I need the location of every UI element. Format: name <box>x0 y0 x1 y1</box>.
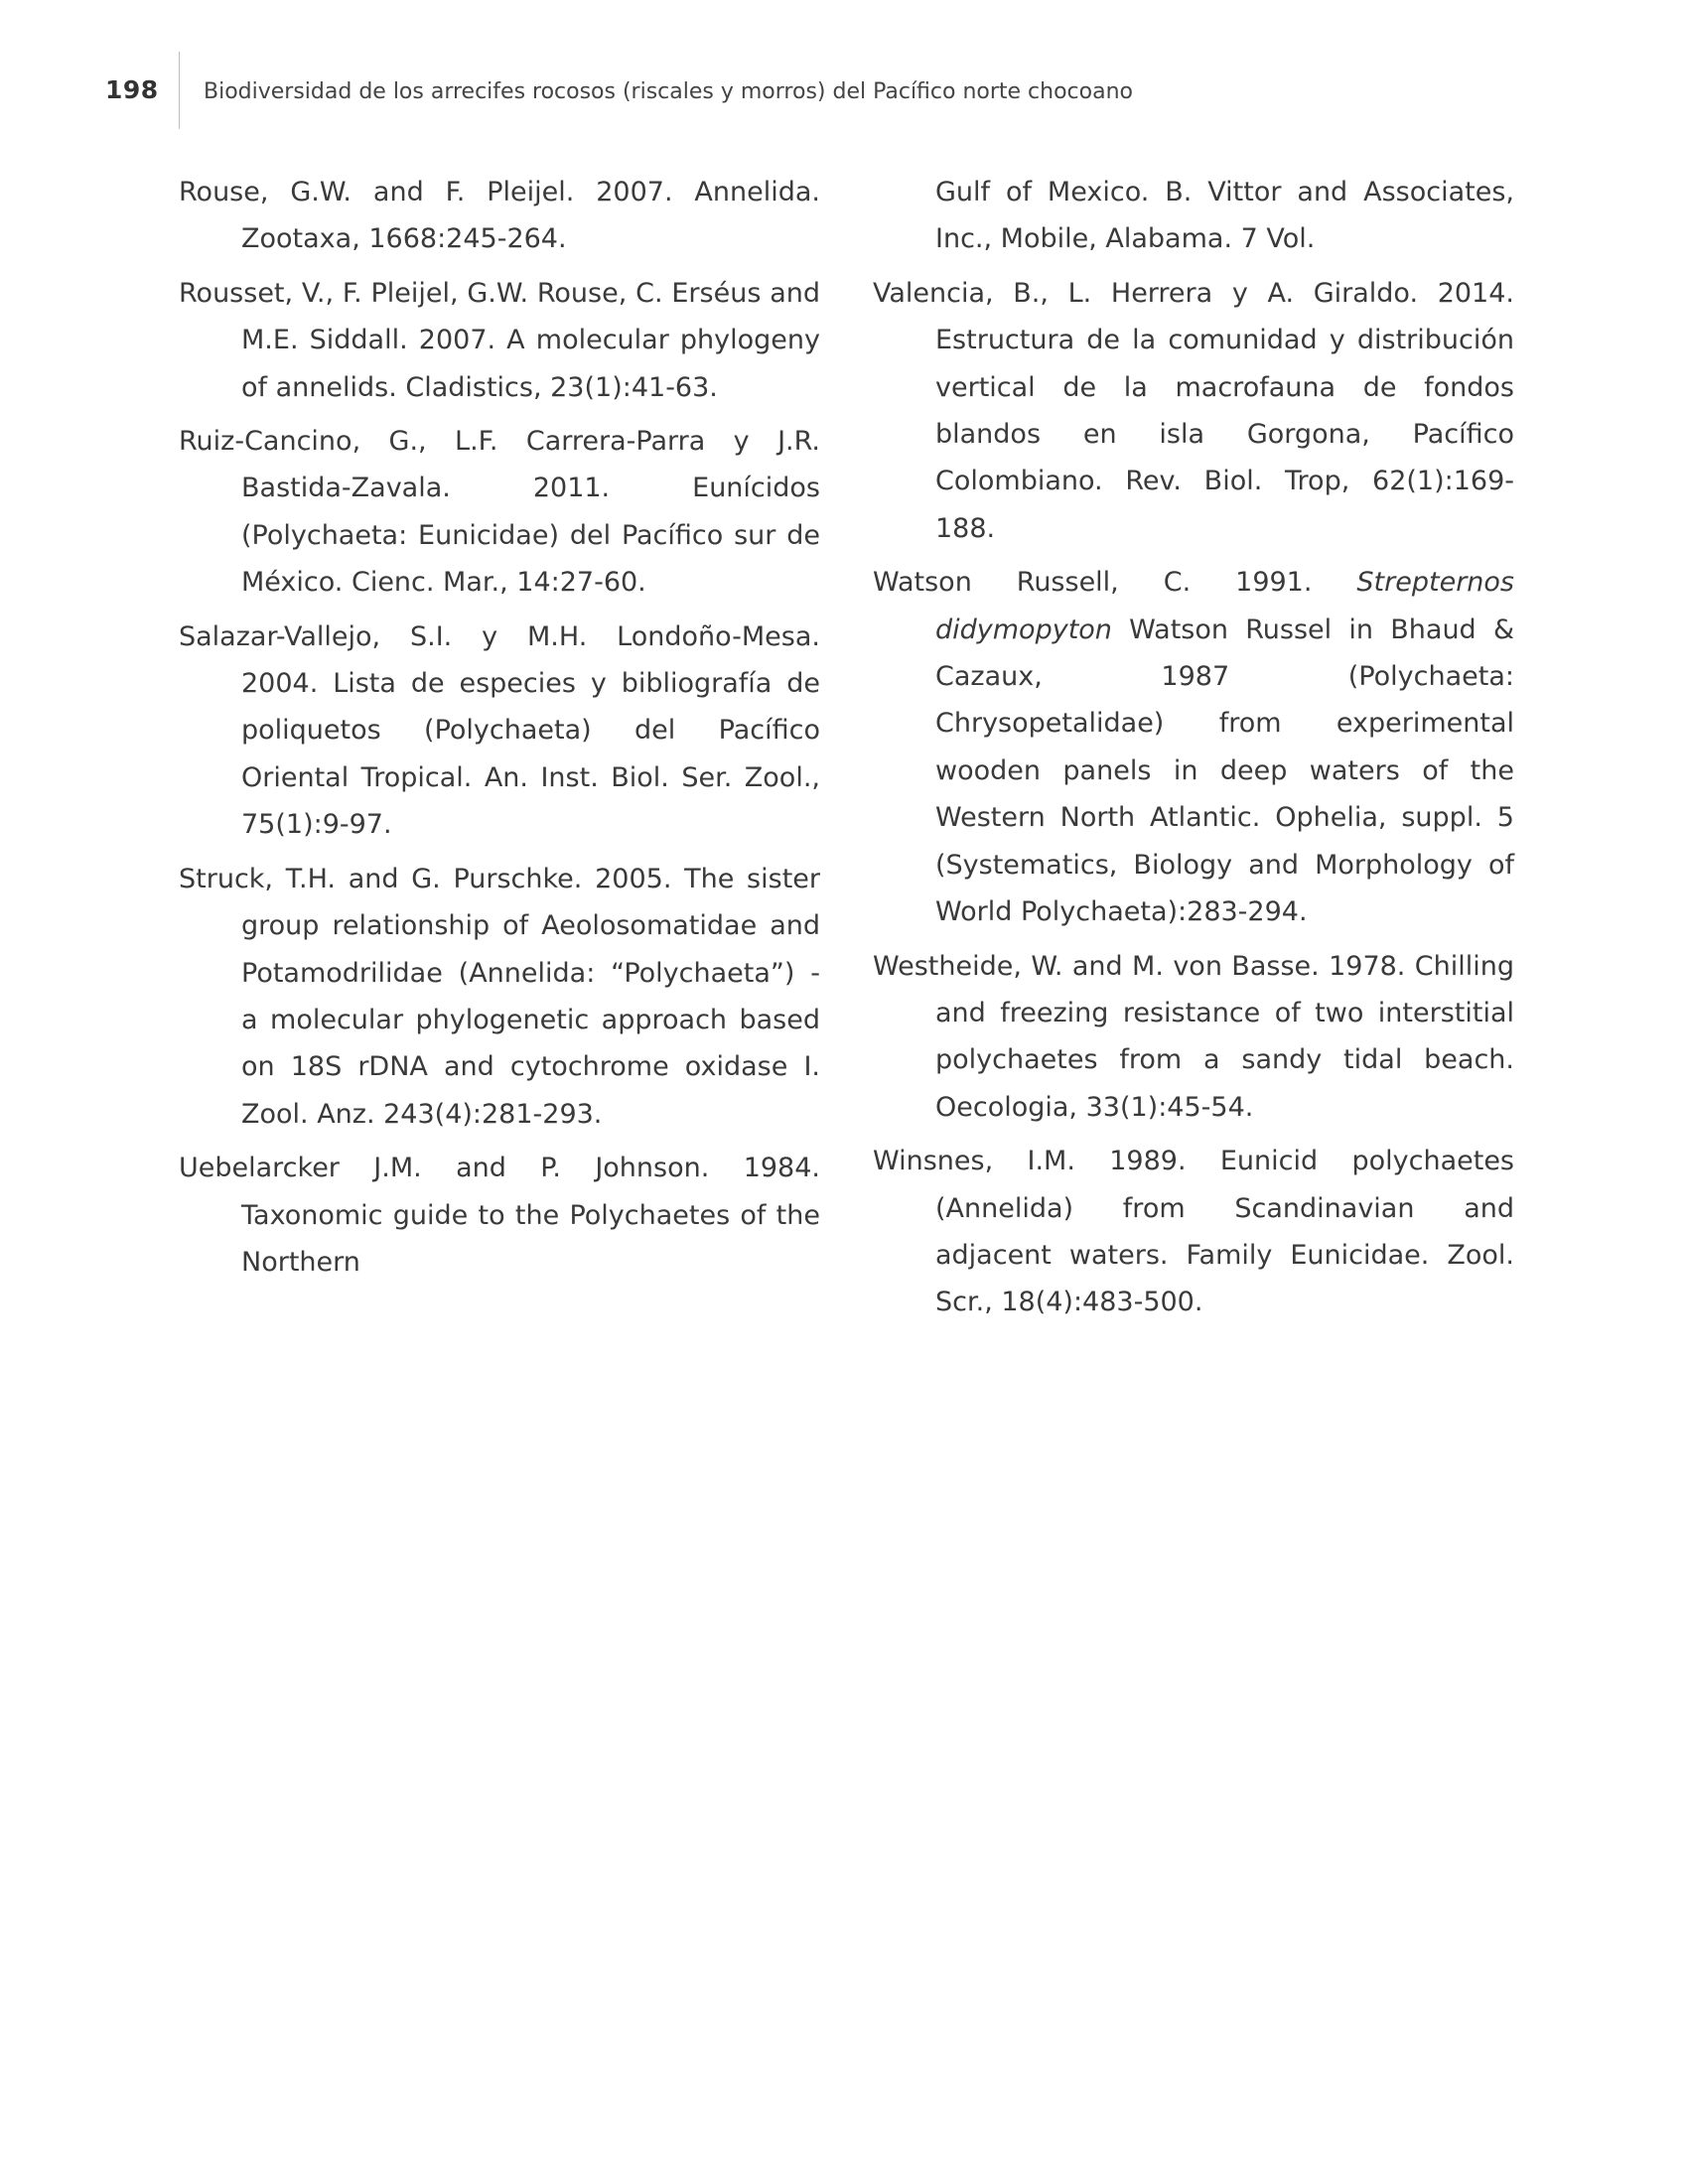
page-number: 198 <box>105 75 159 104</box>
reference-entry: Ruiz-Cancino, G., L.F. Carrera-Parra y J.R. Bastida-Zavala. 2011. Eunícidos (Polychaeta: Eunicidae) del Pacífico sur de México. Cienc. Mar., 14:27-60. <box>179 426 820 599</box>
reference-details: Watson Russel in Bhaud & Cazaux, 1987 (Polychaeta: Chrysopetalidae) from experimental wooden panels in deep waters of the Western North Atlantic. Ophelia, suppl. 5 (Systematics, Biology and Morphology of World Polychaeta):283-294. <box>935 614 1514 928</box>
reference-entry: Salazar-Vallejo, S.I. y M.H. Londoño-Mesa. 2004. Lista de especies y bibliografía de poliquetos (Polychaeta) del Pacífico Oriental Tropical. An. Inst. Biol. Ser. Zool., 75(1):9-97. <box>179 620 820 841</box>
reference-authors: Watson Russell, C. 1991. <box>873 567 1357 599</box>
reference-entry: Winsnes, I.M. 1989. Eunicid polychaetes (Annelida) from Scandinavian and adjacent waters. Family Eunicidae. Zool. Scr., 18(4):483-500. <box>873 1146 1514 1318</box>
references-column-left <box>179 169 820 1360</box>
reference-entry: Uebelarcker J.M. and P. Johnson. 1984. Taxonomic guide to the Polychaetes of the Northern <box>179 1153 820 1278</box>
species-name: Strepternos didymopyton <box>935 567 1514 645</box>
reference-entry <box>873 559 1514 935</box>
running-title: Biodiversidad de los arrecifes rocosos (riscales y morros) del Pacífico norte chocoano <box>204 79 1133 104</box>
reference-entry-continued: Gulf of Mexico. B. Vittor and Associates, Inc., Mobile, Alabama. 7 Vol. <box>935 177 1514 255</box>
header-divider <box>179 52 180 129</box>
reference-entry: Valencia, B., L. Herrera y A. Giraldo. 2014. Estructura de la comunidad y distribución vertical de la macrofauna de fondos blandos en isla Gorgona, Pacífico Colombiano. Rev. Biol. Trop, 62(1):169-188. <box>873 277 1514 544</box>
references-section <box>179 169 1514 1360</box>
reference-entry: Struck, T.H. and G. Purschke. 2005. The sister group relationship of Aeolosomatidae and Potamodrilidae (Annelida: “Polychaeta”) - a molecular phylogenetic approach based on 18S rDNA and cytochrome oxidase I. Zool. Anz. 243(4):281-293. <box>179 863 820 1130</box>
references-column-right <box>873 169 1514 1360</box>
reference-entry: Westheide, W. and M. von Basse. 1978. Chilling and freezing resistance of two interstitial polychaetes from a sandy tidal beach. Oecologia, 33(1):45-54. <box>873 950 1514 1123</box>
reference-entry: Rouse, G.W. and F. Pleijel. 2007. Annelida. Zootaxa, 1668:245-264. <box>179 177 820 255</box>
reference-entry: Rousset, V., F. Pleijel, G.W. Rouse, C. Erséus and M.E. Siddall. 2007. A molecular phylogeny of annelids. Cladistics, 23(1):41-63. <box>179 277 820 403</box>
page-header <box>0 0 1688 139</box>
